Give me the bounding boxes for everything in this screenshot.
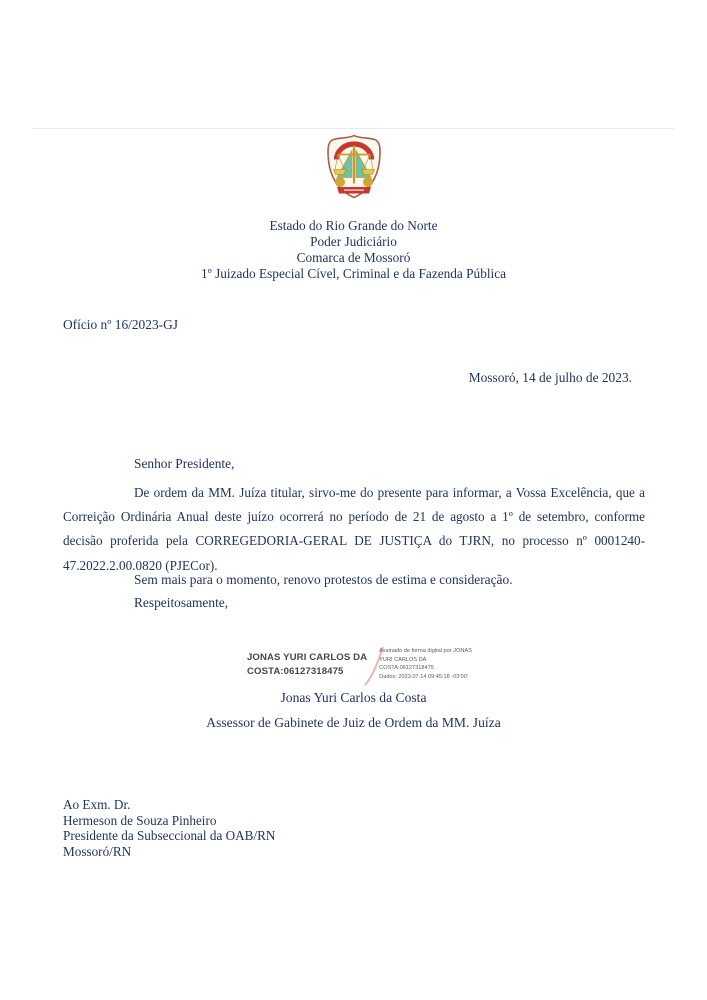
emblem-gold-ornament-right — [363, 177, 373, 187]
emblem-gold-ornament-left — [335, 177, 345, 187]
letterhead-branch: Poder Judiciário — [310, 234, 397, 249]
body-paragraph: De ordem da MM. Juíza titular, sirvo-me do presente para informar, a Vossa Excelência, que a Correição Ordinária Anual deste juízo ocorrerá no período de 21 de agosto a 1º de setembro, conforme decisão proferida pela CORREGEDORIA-GERAL DE JUSTIÇA do TJRN, no processo nº 0001240-47.2022.2.00.0820 (PJECor). — [63, 485, 645, 573]
signature-detail-line-1: Assinado de forma digital por JONAS — [379, 648, 472, 654]
recipient-address-block — [63, 797, 275, 859]
signature-detail-line-3: COSTA:06127318475 — [379, 665, 434, 672]
letterhead — [0, 218, 707, 282]
valediction: Respeitosamente, — [134, 595, 229, 610]
signature-subject-line-2: COSTA:06127318475 — [247, 665, 344, 677]
letterhead-comarca: Comarca de Mossoró — [296, 250, 411, 265]
signature-certificate-details — [379, 645, 472, 681]
salutation: Senhor Presidente, — [134, 456, 235, 471]
page-top-divider — [33, 128, 674, 129]
place-date-line: Mossoró, 14 de julho de 2023. — [468, 370, 632, 385]
coat-of-arms-emblem — [325, 133, 383, 200]
emblem-scale-pan-right — [362, 170, 375, 175]
signature-detail-line-4: Dados: 2023.07.14 09:45:18 -03'00' — [379, 673, 468, 680]
letterhead-court: 1º Juizado Especial Cível, Criminal e da Fazenda Pública — [200, 266, 507, 281]
letterhead-state: Estado do Rio Grande do Norte — [269, 218, 438, 233]
recipient-honorific: Ao Exm. Dr. — [63, 797, 131, 812]
signer-role: Assessor de Gabinete de Juiz de Ordem da MM. Juíza — [206, 715, 501, 730]
oficio-reference-number: Ofício nº 16/2023-GJ — [63, 317, 178, 332]
closing-line: Sem mais para o momento, renovo protestos de estima e consideração. — [134, 572, 513, 587]
digital-signature-stamp — [247, 645, 472, 687]
signature-subject-line-1: JONAS YURI CARLOS DA — [247, 652, 368, 663]
recipient-title: Presidente da Subseccional da OAB/RN — [63, 828, 276, 843]
recipient-city: Mossoró/RN — [63, 843, 132, 859]
emblem-ribbon-motto — [344, 190, 364, 191]
recipient-name: Hermeson de Souza Pinheiro — [63, 812, 217, 828]
emblem-scale-pan-left — [333, 170, 346, 175]
signer-name: Jonas Yuri Carlos da Costa — [280, 690, 427, 705]
signature-detail-line-2: YURI CARLOS DA — [379, 656, 427, 663]
signature-subject-name — [247, 645, 367, 678]
